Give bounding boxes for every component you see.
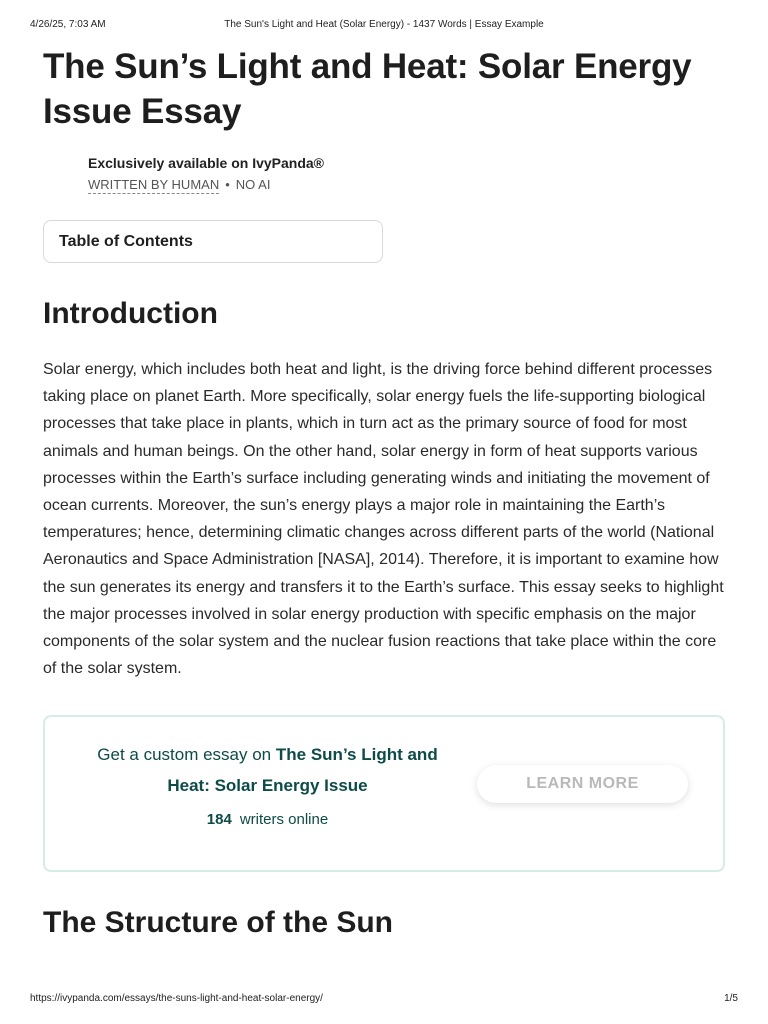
table-of-contents-toggle[interactable] [43,220,383,263]
print-page-title: The Sun's Light and Heat (Solar Energy) - 1437 Words | Essay Example [224,19,544,30]
separator-dot: • [225,177,230,192]
print-footer [30,993,738,1007]
no-ai-label: NO AI [235,177,271,192]
print-page-number: 1/5 [724,993,738,1004]
essay-title-line1: The Sun’s Light and Heat: Solar Energy [43,47,692,86]
essay-title-line2: Issue Essay [43,92,242,131]
cta-topic-part1: The Sun’s Light and [275,745,438,765]
essay-title [43,44,727,134]
introduction-paragraph: Solar energy, which includes both heat and light, is the driving force behind different processes taking place on planet Earth. More specifically, solar energy fuels the life-supporting biological processes that take place in plants, which in turn act as the primary source of food for most animals and human beings. On the other hand, solar energy in form of heat supports various processes within the Earth’s surface including generating winds and initiating the movement of ocean currents. Moreover, the sun’s energy plays a major role in maintaining the Earth’s temperatures; hence, determining climatic changes across different parts of the world (National Aeronautics and Space Administration [NASA], 2014). Therefore, it is important to examine how the sun generates its energy and transfers it to the Earth’s surface. This essay seeks to highlight the major processes involved in solar energy production with specific emphasis on the major components of the solar system and the nuclear fusion reactions that take place within the core of the solar system. [43,361,724,678]
print-url: https://ivypanda.com/essays/the-suns-light-and-heat-solar-energy/ [30,993,323,1004]
toc-label: Table of Contents [59,233,193,250]
cta-topic-part2: Heat: Solar Energy Issue [167,776,368,796]
learn-more-button[interactable]: LEARN MORE [477,765,688,803]
writers-count: 184 [206,811,232,829]
writers-label: writers online [239,811,329,829]
byline [88,154,727,194]
introduction-heading: Introduction [43,297,218,330]
cta-prefix: Get a custom essay on [97,745,272,765]
cta-text [90,739,445,801]
structure-heading: The Structure of the Sun [43,906,394,940]
print-datetime: 4/26/25, 7:03 AM [30,19,106,30]
article-content [43,44,727,941]
custom-essay-cta [43,715,725,872]
writers-online [90,811,445,828]
print-header [30,19,738,33]
exclusive-label: Exclusively available on IvyPanda® [88,155,324,171]
authorship-meta [88,176,727,194]
written-by-human-link[interactable]: WRITTEN BY HUMAN [88,177,220,192]
